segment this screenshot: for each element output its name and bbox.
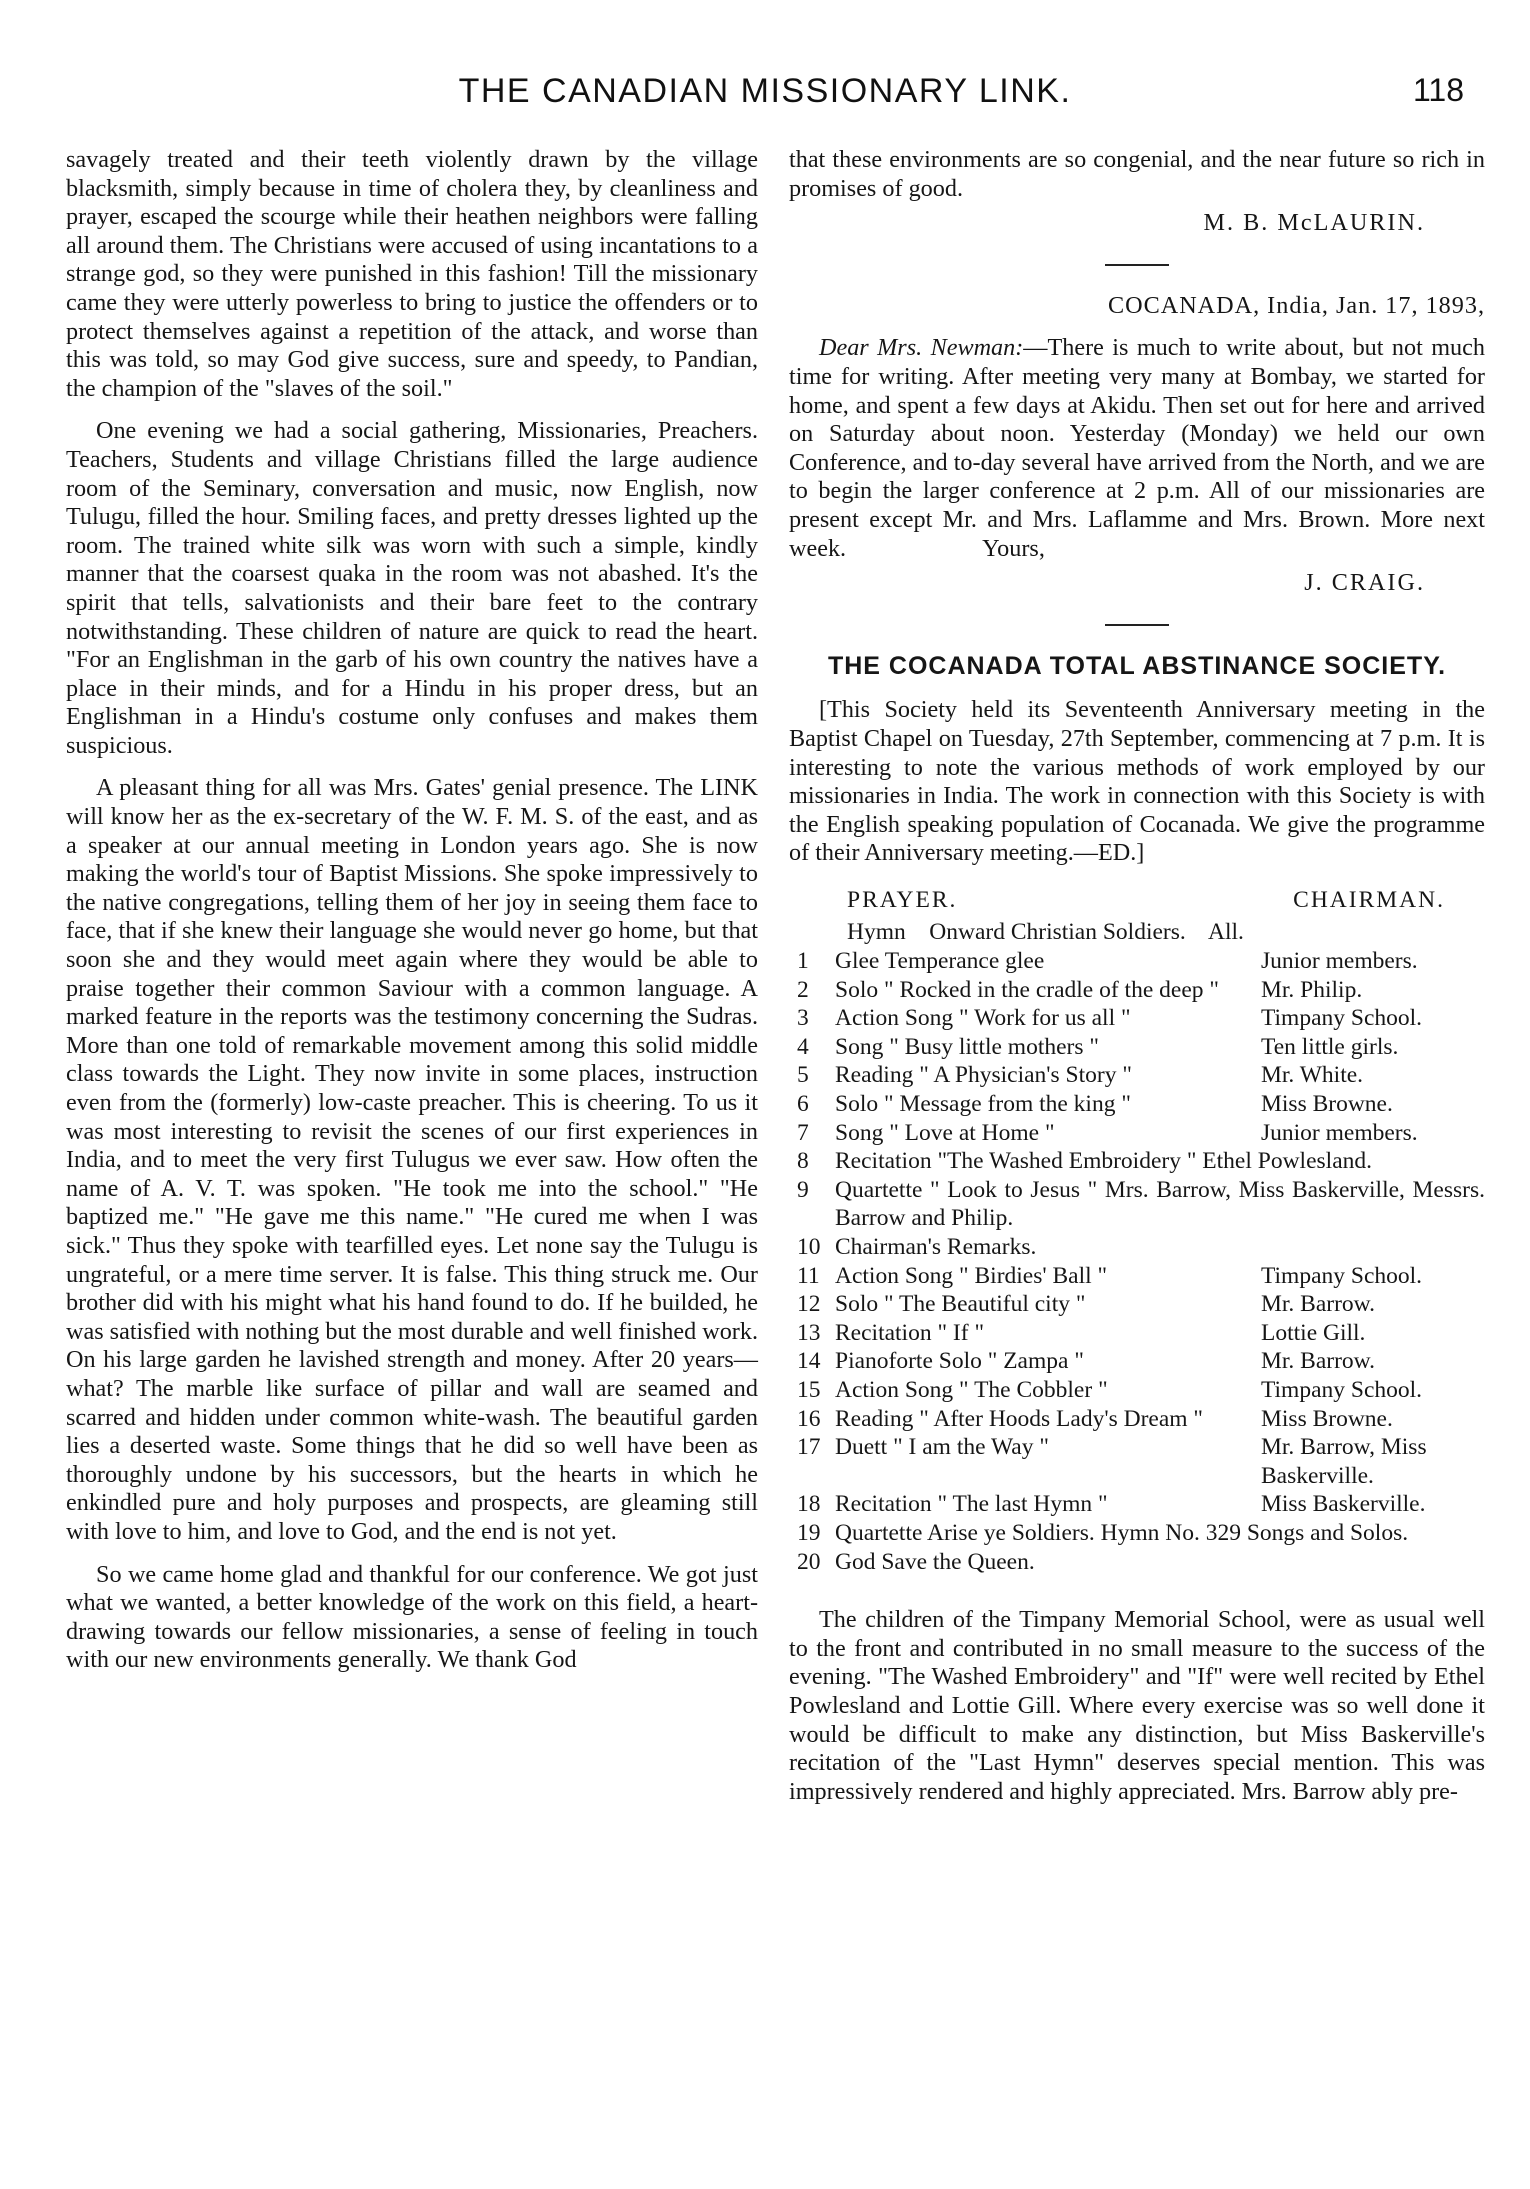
item-performer: Mr. Philip. (1261, 976, 1363, 1003)
editor-note: [This Society held its Seventeenth Anniversary meeting in the Baptist Chapel on Tuesday, 27th September, commencing at 7 p.m. It is interesting to note the various methods of work employed by our missionaries in India. The work in connection with this Society is with the English speaking population of Cocanada. We give the programme of their Anniversary meeting.—ED.] (789, 696, 1485, 867)
item-performer: Junior members. (1261, 948, 1418, 975)
paragraph: So we came home glad and thankful for our conference. We got just what we wanted, a better knowledge of the work on this field, a heart-drawing towards our fellow missionaries, a sense of feeling in touch with our new environments generally. We thank God (66, 1560, 758, 1674)
programme-header (789, 886, 1485, 915)
prayer-label: PRAYER. (847, 886, 958, 913)
item-title: Recitation "The Washed Embroidery " Ethel Powlesland. (835, 1148, 1373, 1175)
right-column (789, 146, 1485, 1806)
item-number: 15 (797, 1376, 821, 1403)
letter-text: —There is much to write about, but not much time for writing. After meeting very many at Bombay, we started for home, and spent a few days at Akidu. Then set out for here and arrived on Saturday about noon. Yesterday (Monday) we held our own Conference, and to-day several have arrived from the North, and we are to begin the larger conference at 2 p.m. All of our missionaries are present except Mr. and Mrs. Laflamme and Mrs. Brown. More next week. (789, 334, 1485, 562)
item-title: Quartette Arise ye Soldiers. Hymn No. 329 Songs and Solos. (835, 1519, 1409, 1546)
item-number: 14 (797, 1348, 821, 1375)
programme-item (789, 1176, 1485, 1233)
page-number: 118 (1412, 72, 1464, 108)
chairman-label: CHAIRMAN. (1293, 886, 1445, 913)
programme-item (789, 1519, 1485, 1548)
paragraph: The children of the Timpany Memorial School, were as usual well to the front and contributed in no small measure to the success of the evening. "The Washed Embroidery" and "If" were well recited by Ethel Powlesland and Lottie Gill. Where every exercise was so well done it would be difficult to make any distinction, but Miss Baskerville's recitation of the "Last Hymn" deserves special mention. This was impressively rendered and highly appreciated. Mrs. Barrow ably pre- (789, 1606, 1485, 1805)
item-title: Reading " After Hoods Lady's Dream " (835, 1405, 1204, 1432)
item-title: Solo " Message from the king " (835, 1091, 1131, 1118)
item-performer: Miss Browne. (1261, 1091, 1393, 1118)
item-title: Song " Love at Home " (835, 1119, 1055, 1146)
item-number: 12 (797, 1291, 821, 1318)
item-number: 1 (797, 948, 809, 975)
item-number: 9 (797, 1176, 809, 1203)
item-title: Recitation " The last Hymn " (835, 1491, 1108, 1518)
paragraph: One evening we had a social gathering, Missionaries, Preachers. Teachers, Students and village Christians filled the large audience room of the Seminary, conversation and music, now English, now Tulugu, filled the hour. Smiling faces, and pretty dresses lighted up the room. The trained white silk was worn with such a simple, kindly manner that the coarsest quaka in the room was not abashed. It's the spirit that tells, salvationists and their bare feet to the contrary notwithstanding. These children of nature are quick to read the heart. "For an Englishman in the garb of his own country the natives have a place in their minds, and for a Hindu in his proper dress, but an Englishman in a Hindu's costume only confuses and makes them suspicious. (66, 417, 758, 759)
item-title: Action Song " Birdies' Ball " (835, 1262, 1108, 1289)
item-number: 10 (797, 1234, 821, 1260)
running-title: THE CANADIAN MISSIONARY LINK. (458, 72, 1072, 110)
item-title: Action Song " Work for us all " (835, 1005, 1131, 1032)
item-number: 17 (797, 1434, 821, 1461)
item-performer: Mr. White. (1261, 1062, 1364, 1089)
programme-item (789, 1004, 1485, 1033)
item-number: 7 (797, 1119, 809, 1146)
signature: J. CRAIG. (1304, 569, 1425, 597)
programme-item (789, 1548, 1485, 1577)
item-performer: Mr. Barrow. (1261, 1348, 1376, 1375)
item-title: Reading " A Physician's Story " (835, 1062, 1132, 1089)
item-number: 19 (797, 1519, 821, 1546)
programme-item (789, 1033, 1485, 1062)
programme-item (789, 976, 1485, 1005)
programme-item (789, 1490, 1485, 1519)
left-column (66, 146, 758, 1675)
programme-item (789, 1090, 1485, 1119)
item-performer: Timpany School. (1261, 1262, 1423, 1289)
programme-items (789, 947, 1485, 1576)
programme-item (789, 1376, 1485, 1405)
item-number: 6 (797, 1091, 809, 1118)
programme-item (789, 1147, 1485, 1176)
item-number: 5 (797, 1062, 809, 1089)
paragraph: A pleasant thing for all was Mrs. Gates' genial presence. The LINK will know her as the ex-secretary of the W. F. M. S. of the east, and as a speaker at our annual meeting in London years ago. She is now making the world's tour of Baptist Missions. She spoke impressively to the native congregations, telling them of her joy in seeing them face to face, that if she knew their language she would never go home, but that soon she and they would meet again where they would be able to praise together their common Saviour with a common language. A marked feature in the reports was the testimony concerning the Sudras. More than one told of remarkable movement among this solid middle class towards the Light. They now invite in some places, instruction even from the (formerly) low-caste preacher. This is cheering. To us it was most interesting to revisit the scenes of our first experiences in India, and to meet the very first Tulugus we ever saw. How often the name of A. V. T. was spoken. "He took me into the school." "He baptized me." "He gave me this name." "He cured me when I was sick." Thus they spoke with tearfilled eyes. Let none say the Tulugu is ungrateful, or a mere time server. It is false. This thing struck me. Our brother did with his might what his hand found to do. If he builded, he was satisfied with nothing but the most durable and well finished work. On his large garden he lavished strength and money. After 20 years—what? The marble like surface of pillar and wall are seamed and scarred and hidden under common white-wash. The beautiful garden lies a deserted waste. Some things that he did so well have been as thoroughly undone by his successors, but the hearts in which he enkindled pure and holy purposes and prospects, are gleaming still with love to him, and love to God, and the end is not yet. (66, 774, 758, 1545)
item-performer: Mr. Barrow. (1261, 1291, 1376, 1318)
item-title: God Save the Queen. (835, 1548, 1035, 1575)
item-performer: Lottie Gill. (1261, 1319, 1366, 1346)
item-title: Glee Temperance glee (835, 948, 1045, 975)
item-performer: Ten little girls. (1261, 1033, 1399, 1060)
salutation: Dear Mrs. Newman: (819, 334, 1024, 362)
paragraph: savagely treated and their teeth violently drawn by the village blacksmith, simply because in time of cholera they, by cleanliness and prayer, escaped the scourge while their heathen neighbors were falling all around them. The Christians were accused of using incantations to a strange god, so they were punished in this fashion! Till the missionary came they were utterly powerless to bring to justice the offenders or to protect themselves against a repetition of the attack, and worse than this was told, so may God give success, sure and speedy, to Pandian, the champion of the "slaves of the soil." (66, 146, 758, 402)
item-title: Solo " Rocked in the cradle of the deep " (835, 976, 1219, 1003)
programme-item (789, 1262, 1485, 1291)
item-number: 20 (797, 1548, 821, 1575)
item-performer: Miss Baskerville. (1261, 1491, 1426, 1518)
page-header (60, 72, 1470, 120)
item-title: Quartette " Look to Jesus " Mrs. Barrow, Miss Baskerville, Messrs. Barrow and Philip. (835, 1176, 1485, 1232)
item-number: 11 (797, 1262, 820, 1289)
item-title: Chairman's Remarks. (835, 1234, 1037, 1260)
item-number: 18 (797, 1491, 821, 1518)
item-performer: Timpany School. (1261, 1376, 1423, 1403)
item-performer: Junior members. (1261, 1119, 1418, 1146)
programme-item (789, 1061, 1485, 1090)
opening-hymn: Hymn Onward Christian Soldiers. All. (847, 919, 1244, 946)
programme-item (789, 1405, 1485, 1434)
programme-item (789, 1119, 1485, 1148)
signature: M. B. McLAURIN. (1203, 209, 1425, 237)
item-title: Recitation " If " (835, 1319, 985, 1346)
item-number: 2 (797, 976, 809, 1003)
divider (1105, 264, 1169, 266)
programme-item (789, 1319, 1485, 1348)
item-performer: Mr. Barrow, Miss Baskerville. (1261, 1434, 1427, 1489)
divider (1105, 624, 1169, 626)
programme-item (789, 1347, 1485, 1376)
programme-item (789, 1233, 1485, 1262)
programme (789, 886, 1485, 1576)
section-heading: THE COCANADA TOTAL ABSTINANCE SOCIETY. (827, 651, 1447, 680)
item-title: Song " Busy little mothers " (835, 1033, 1099, 1060)
item-number: 8 (797, 1148, 809, 1175)
item-performer: Timpany School. (1261, 1005, 1423, 1032)
dateline: COCANADA, India, Jan. 17, 1893, (1108, 291, 1485, 319)
programme-item (789, 1290, 1485, 1319)
item-number: 3 (797, 1005, 809, 1032)
item-title: Pianoforte Solo " Zampa " (835, 1348, 1084, 1375)
item-number: 13 (797, 1319, 821, 1346)
programme-item (789, 947, 1485, 976)
paragraph: that these environments are so congenial, and the near future so rich in promises of good. (789, 146, 1485, 202)
item-number: 16 (797, 1405, 821, 1432)
item-title: Solo " The Beautiful city " (835, 1291, 1086, 1318)
item-title: Action Song " The Cobbler " (835, 1376, 1108, 1403)
item-title: Duett " I am the Way " (835, 1434, 1049, 1461)
item-number: 4 (797, 1033, 809, 1060)
programme-item (789, 1433, 1485, 1490)
letter-body (789, 334, 1485, 563)
letter-closing: Yours, (982, 534, 1045, 562)
item-performer: Miss Browne. (1261, 1405, 1393, 1432)
